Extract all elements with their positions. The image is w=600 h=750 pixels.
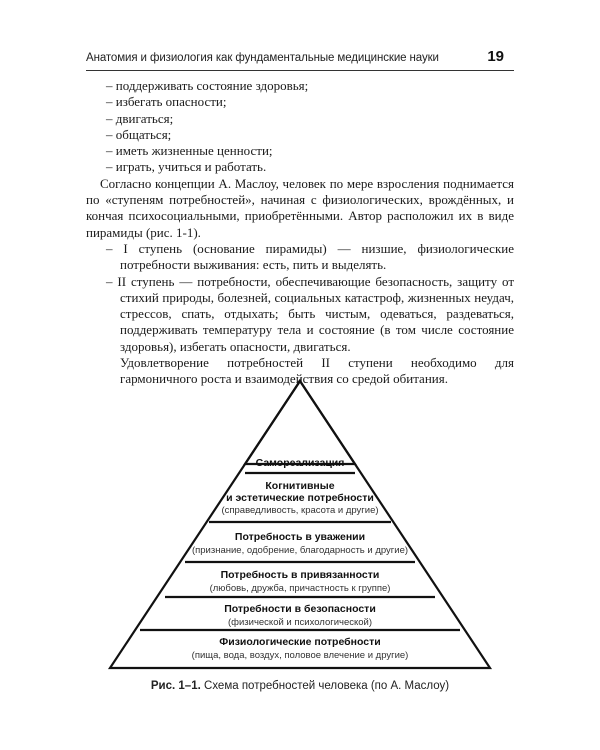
figure-caption [0, 680, 600, 692]
caption-text: Схема потребностей человека (по А. Маслоу) [200, 680, 450, 692]
step-one: – I ступень (основание пирамиды) — низшие, физиологические потребности выживания: есть, пить и выделять. [106, 240, 514, 273]
tier-physiological-examples: (пища, вода, воздух, половое влечение и другие) [191, 650, 409, 661]
tier-belonging-examples: (любовь, дружба, причастность к группе) [209, 583, 391, 594]
running-title: Анатомия и физиология как фундаментальные медицинские науки [86, 52, 439, 64]
tier-self-actualization-title: Самореализация [255, 457, 345, 469]
tier-physiological-title: Физиологические потребности [219, 636, 381, 648]
page-number: 19 [487, 48, 504, 65]
list-item: – общаться; [106, 126, 172, 142]
list-item: – двигаться; [106, 110, 174, 126]
step-two: – II ступень — потребности, обеспечивающие безопасность, защиту от стихий природы, болезней, социальных катастроф, жизненных неудач, стрессов, спать, отдыхать; быть чистым, одеваться, раздеваться, поддерживать температуру тела и состояние (в том числе состояние здоровья), избегать опасности, двигаться. [106, 273, 514, 354]
list-item: – поддерживать состояние здоровья; [106, 78, 309, 93]
closing-sentence: Удовлетворение потребностей II ступени необходимо для гармоничного роста и взаимодействия со средой обитания. [120, 355, 514, 387]
tier-esteem-title: Потребность в уважении [234, 531, 366, 543]
pyramid-apex [245, 381, 355, 464]
caption-label: Рис. 1–1. [150, 680, 201, 692]
tier-safety-title: Потребности в безопасности [224, 603, 376, 615]
list-item: – избегать опасности; [106, 94, 227, 110]
tier-cognitive-examples: (справедливость, красота и другие) [221, 505, 379, 516]
tier-safety-examples: (физической и психологической) [228, 617, 372, 628]
tier-cognitive-title: Когнитивные [265, 480, 335, 492]
list-item: – иметь жизненные ценности; [106, 143, 273, 159]
maslow-paragraph: Согласно концепции А. Маслоу, человек по мере взросления поднимается по «ступеням потребностей», начиная с физиологических, врождённых, и кончая психосоциальными, приобретёнными. Автор расположил их в виде пирамиды (рис. 1-1). [86, 175, 514, 240]
tier-belonging-title: Потребность в привязанности [220, 569, 380, 581]
list-item: – играть, учиться и работать. [106, 159, 267, 175]
tier-esteem-examples: (признание, одобрение, благодарность и другие) [191, 545, 409, 556]
tier-cognitive-line: и эстетические потребности [226, 492, 374, 504]
